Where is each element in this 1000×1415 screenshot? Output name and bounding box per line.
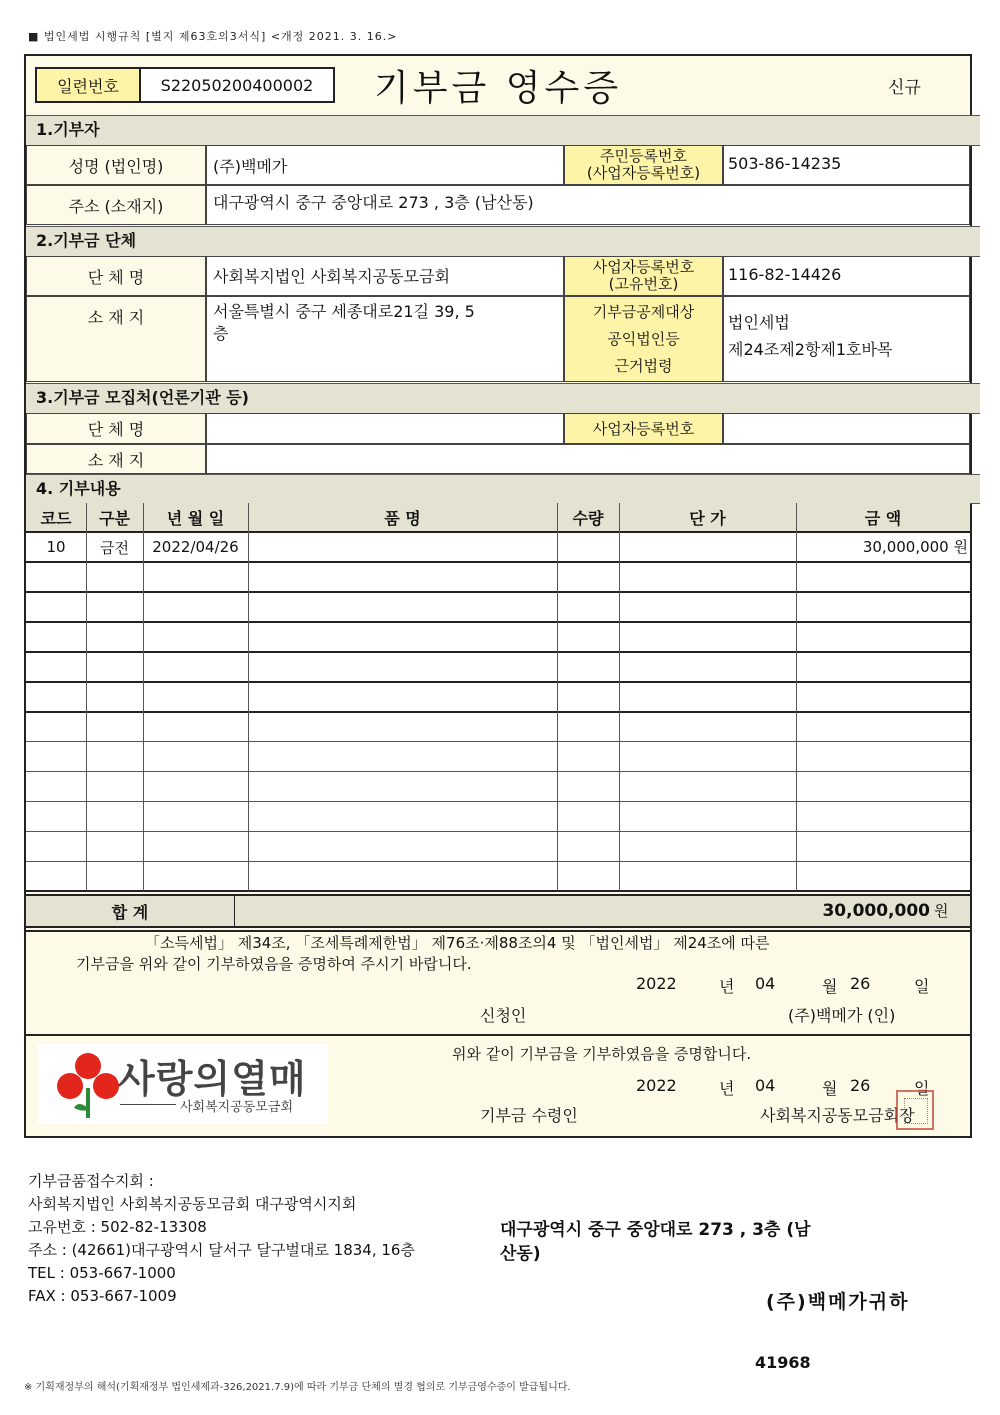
col-qty: 수량: [572, 508, 604, 528]
donor-address: 대구광역시 중구 중앙대로 273 , 3층 (남산동): [206, 185, 970, 225]
org-basis-law-line2: 제24조제2항제1호바목: [728, 340, 893, 359]
cert-year-unit: 년: [719, 1079, 735, 1098]
row-type: 금전: [100, 538, 129, 557]
statement-month-unit: 월: [822, 977, 838, 996]
recipient-address-line1: 대구광역시 중구 중앙대로 273 , 3층 (남: [500, 1220, 811, 1240]
collector-reg-label: 사업자등록번호: [564, 413, 723, 444]
org-basis-label: [564, 296, 723, 382]
statement-year: 2022: [636, 974, 677, 993]
logo-main-text: 사랑의열매: [118, 1057, 307, 1101]
total-unit: 원: [934, 902, 949, 920]
org-location: [206, 296, 564, 382]
serial-label: 일련번호: [35, 67, 141, 103]
org-location-label: 소 재 지: [26, 296, 206, 382]
row-date: 2022/04/26: [152, 538, 239, 556]
donor-name-label: 성명 (법인명): [26, 145, 206, 185]
applicant-label: 신청인: [480, 1006, 527, 1025]
statement-day-unit: 일: [914, 977, 930, 996]
cert-year: 2022: [636, 1076, 677, 1095]
org-reg-label: [564, 256, 723, 296]
serial-number: S22050200400002: [141, 67, 335, 103]
bottom-note: ※ 기획재정부의 해석(기획재정부 법인세제과-326,2021.7.9)에 따라 기부금 단체의 별경 협의로 기부금영수증이 발급됩니다.: [24, 1382, 571, 1393]
total-label: 합 계: [111, 902, 149, 922]
org-location-line1: 서울특별시 중구 세종대로21길 39, 5: [213, 302, 475, 321]
total-amount: 30,000,000: [822, 901, 930, 921]
collector-location: [206, 444, 970, 474]
applicant-value: (주)백메가 (인): [788, 1006, 896, 1025]
branch-info-line3: 고유번호 : 502-82-13308: [28, 1218, 207, 1236]
section-donor-title: 1.기부자: [26, 115, 980, 146]
official-seal: [896, 1090, 934, 1130]
branch-info: [28, 1170, 415, 1308]
branch-info-line4: 주소 : (42661)대구광역시 달서구 달구벌대로 1834, 16층: [28, 1241, 415, 1259]
branch-info-line5: TEL : 053-667-1000: [28, 1264, 176, 1282]
postcode: 41968: [755, 1353, 811, 1372]
org-basis-label-line3: 근거법령: [614, 356, 673, 375]
receiver-value: 사회복지공동모금회장: [760, 1106, 915, 1125]
section-collector-title: 3.기부금 모집처(언론기관 등): [26, 383, 980, 414]
statement-line1: 「소득세법」 제34조, 「조세특례제한법」 제76조·제88조의4 및 「법인세법」 제24조에 따른: [145, 934, 770, 952]
logo-sub-text: 사회복지공동모금회: [180, 1100, 294, 1115]
col-code: 코드: [40, 508, 72, 528]
org-name: 사회복지법인 사회복지공동모금회: [206, 256, 564, 296]
statement-month: 04: [755, 974, 776, 993]
section-content-title: 4. 기부내용: [26, 474, 980, 504]
branch-info-line6: FAX : 053-667-1009: [28, 1287, 177, 1305]
certification-line: 위와 같이 기부금을 기부하였음을 증명합니다.: [452, 1045, 752, 1063]
row-unit-price: [619, 533, 796, 561]
col-item: 품 명: [384, 508, 421, 528]
col-amount: 금 액: [864, 508, 902, 528]
donor-name: (주)백메가: [206, 145, 564, 185]
recipient-address: [500, 1218, 811, 1266]
statement-year-unit: 년: [719, 977, 735, 996]
statement-line2: 기부금을 위와 같이 기부하였음을 증명하여 주시기 바랍니다.: [76, 955, 472, 973]
receiver-label: 기부금 수령인: [480, 1106, 578, 1125]
org-basis-label-line2: 공익법인등: [607, 329, 680, 348]
donor-address-label: 주소 (소재지): [26, 185, 206, 225]
org-location-line2: 층: [213, 324, 229, 343]
recipient-address-line2: 산동): [500, 1244, 541, 1264]
branch-info-line2: 사회복지법인 사회복지공동모금회 대구광역시지회: [28, 1195, 357, 1213]
donor-id-number: 503-86-14235: [723, 145, 970, 185]
collector-name: [206, 413, 564, 444]
donor-id-label-line1: 주민등록번호: [600, 147, 687, 165]
sarang-logo: [38, 1044, 328, 1124]
cert-month-unit: 월: [822, 1079, 838, 1098]
org-basis-law-line1: 법인세법: [728, 313, 790, 332]
org-reg-number: 116-82-14426: [723, 256, 970, 296]
donor-id-label: [564, 145, 723, 185]
recipient-name: (주)백메가귀하: [766, 1291, 910, 1313]
org-basis-law: [723, 296, 970, 382]
row-code: 10: [46, 538, 66, 556]
row-qty: [557, 533, 619, 561]
form-regulation-note: ■ 법인세법 시행규칙 [별지 제63호의3서식] <개정 2021. 3. 16.>: [28, 30, 398, 43]
row-item: [248, 533, 557, 561]
cert-month: 04: [755, 1076, 776, 1095]
collector-location-label: 소 재 지: [26, 444, 206, 474]
branch-info-line1: 기부금품접수지회 :: [28, 1172, 154, 1190]
org-reg-label-line1: 사업자등록번호: [592, 258, 695, 276]
cert-day-unit: 일: [914, 1079, 930, 1098]
fruit-icon: [48, 1048, 128, 1124]
section-org-title: 2.기부금 단체: [26, 226, 980, 257]
donor-id-label-line2: (사업자등록번호): [586, 164, 701, 182]
col-type: 구분: [99, 508, 130, 528]
collector-reg-number: [723, 413, 970, 444]
org-reg-label-line2: (고유번호): [608, 275, 679, 293]
org-name-label: 단 체 명: [26, 256, 206, 296]
col-unit-price: 단 가: [689, 508, 726, 528]
collector-name-label: 단 체 명: [26, 413, 206, 444]
org-basis-label-line1: 기부금공제대상: [592, 302, 695, 321]
cert-day: 26: [850, 1076, 871, 1095]
receipt-title: 기부금 영수증: [374, 68, 623, 109]
receipt-status: 신규: [888, 78, 921, 98]
row-amount: 30,000,000 원: [862, 538, 968, 556]
col-date: 년 월 일: [166, 508, 225, 528]
statement-day: 26: [850, 974, 871, 993]
